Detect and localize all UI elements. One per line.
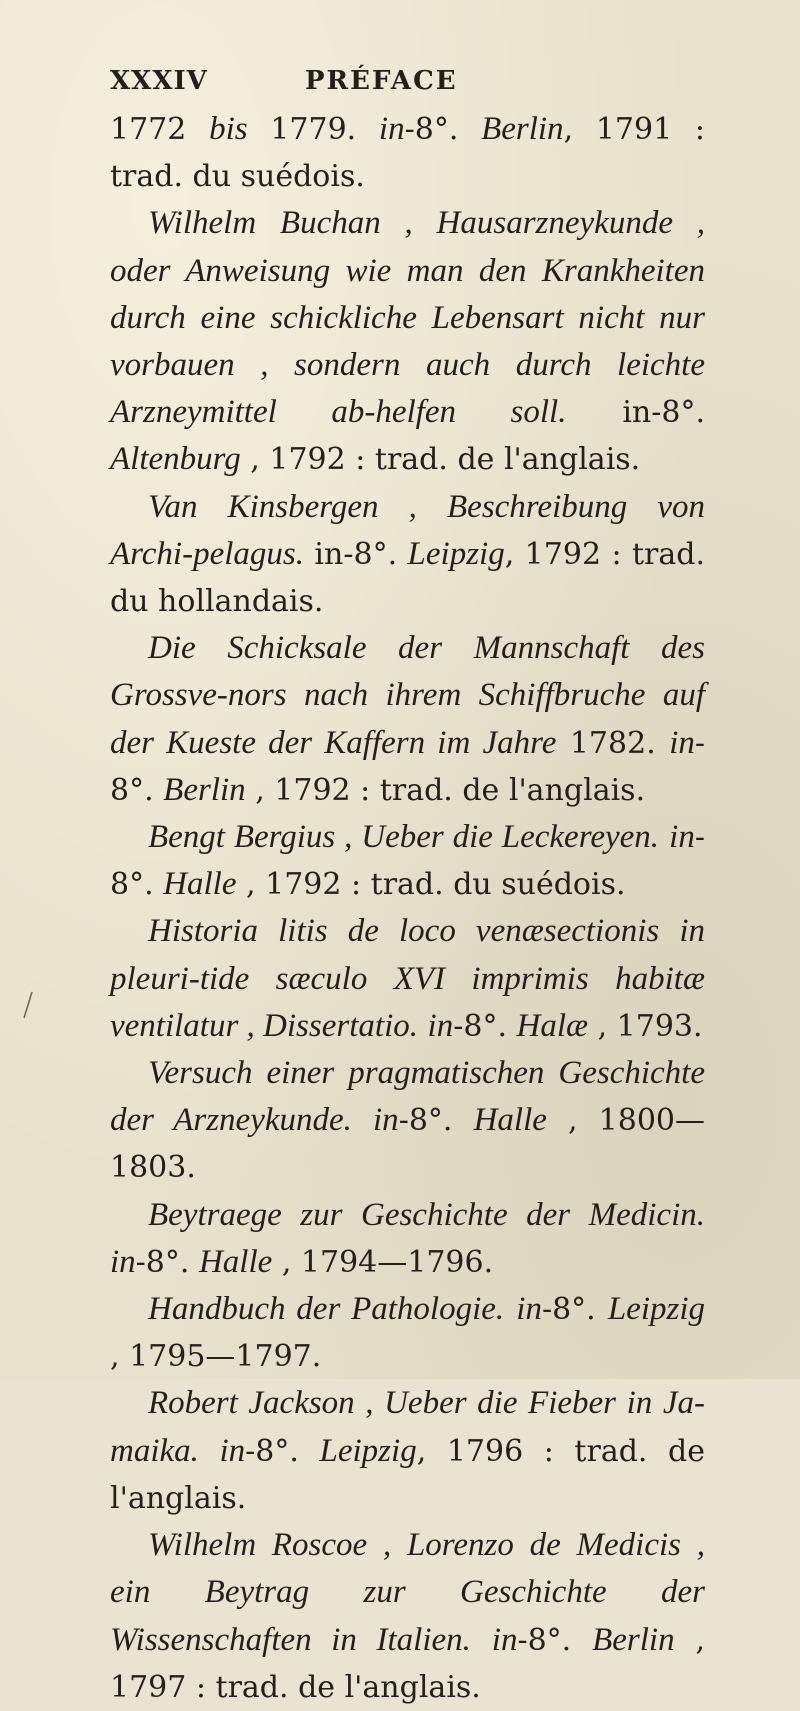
bibliography-entry xyxy=(110,106,705,200)
entry-text: -8°. xyxy=(453,1008,517,1044)
entry-text: -8°. xyxy=(404,112,482,147)
bibliography-list xyxy=(110,106,705,1711)
entry-text: -8°. xyxy=(245,1433,320,1469)
entry-text: -8°. xyxy=(398,1103,474,1139)
entry-text: , 1796 : trad. de l'anglais. xyxy=(110,1433,705,1516)
entry-italic-text: Halle xyxy=(163,866,237,903)
entry-text: 1779. xyxy=(247,112,379,147)
entry-text: , 1794—1796. xyxy=(272,1244,494,1280)
entry-italic-text: bis xyxy=(209,111,248,147)
entry-text: -8°. xyxy=(541,1292,608,1328)
bibliography-entry xyxy=(110,1380,705,1522)
entry-text xyxy=(418,1009,428,1044)
bibliography-entry xyxy=(110,908,705,1050)
bibliography-entry xyxy=(110,200,705,483)
entry-italic-text: in xyxy=(378,111,405,147)
bibliography-entry xyxy=(110,484,705,626)
entry-italic-text: Versuch einer pragmatischen Geschichte der Arzneykunde. xyxy=(110,1055,705,1139)
running-title: PRÉFACE xyxy=(305,66,458,96)
entry-italic-text: in xyxy=(110,1243,136,1280)
entry-italic-text: Beytraege zur Geschichte der Medicin. xyxy=(148,1196,705,1233)
entry-text xyxy=(199,1434,220,1469)
entry-italic-text: Halle xyxy=(198,1243,273,1280)
entry-italic-text: Halle xyxy=(473,1102,547,1139)
entry-italic-text: in xyxy=(427,1007,454,1044)
entry-text xyxy=(659,820,669,855)
entry-italic-text: Handbuch der Pathologie. xyxy=(148,1291,505,1328)
entry-text: , 1791 : trad. du suédois. xyxy=(110,112,705,195)
margin-pencil-mark xyxy=(22,990,34,1020)
entry-text: -8°. xyxy=(135,1244,199,1280)
entry-text: -8°. xyxy=(110,820,705,903)
entry-italic-text: Halæ xyxy=(516,1007,589,1044)
entry-text: , 1792 : trad. du hollandais. xyxy=(110,536,706,620)
entry-text: 1772 xyxy=(110,112,210,147)
bibliography-entry xyxy=(110,1050,705,1192)
bibliography-entry xyxy=(110,1286,705,1380)
entry-italic-text: in xyxy=(373,1102,399,1139)
entry-italic-text: Berlin xyxy=(163,771,246,808)
entry-italic-text: Leipzig xyxy=(607,1291,706,1328)
entry-text xyxy=(504,1292,516,1327)
entry-italic-text: Van Kinsbergen , Beschreibung von Archi-pelagus. xyxy=(110,488,705,572)
entry-italic-text: Bengt Bergius , Ueber die Leckereyen. xyxy=(148,819,660,856)
page-header xyxy=(110,62,670,102)
entry-text xyxy=(352,1103,373,1138)
entry-italic-text: Robert Jackson , Ueber die Fieber in Ja-maika. xyxy=(110,1385,705,1469)
page-number: XXXIV xyxy=(110,66,208,96)
entry-text: , 1800—1803. xyxy=(110,1103,705,1186)
entry-italic-text: Wilhelm Buchan , Hausarzneykunde , oder Anweisung wie man den Krankheiten durch eine schickliche Lebensart nicht nur vorbauen , sondern auch durch leichte Arzneymittel ab-helfen soll. xyxy=(110,205,705,431)
entry-italic-text: Wilhelm Roscoe , Lorenzo de Medicis , ein Beytrag zur Geschichte der Wissenschaften in Italien. xyxy=(110,1527,705,1658)
entry-italic-text: Berlin xyxy=(592,1621,675,1658)
entry-text: , 1797 : trad. de l'anglais. xyxy=(110,1622,705,1705)
entry-italic-text: Die Schicksale der Mannschaft des Grossve-nors nach ihrem Schiffbruche auf der Kueste der Kaffern im Jahre xyxy=(110,630,705,761)
entry-italic-text: in xyxy=(669,819,695,856)
entry-text: in-8°. xyxy=(304,536,408,572)
entry-italic-text: in xyxy=(516,1291,542,1328)
entry-text: -8°. xyxy=(517,1622,593,1658)
entry-text: in-8°. xyxy=(566,395,705,431)
entry-italic-text: Historia litis de loco venæsectionis in pleuri-tide sæculo XVI imprimis habitæ ventilatur , Dissertatio. xyxy=(110,913,705,1044)
entry-text: , 1792 : trad. du suédois. xyxy=(236,867,626,903)
entry-italic-text: in xyxy=(219,1432,246,1469)
entry-italic-text: in xyxy=(669,724,695,761)
entry-text: , 1793. xyxy=(588,1008,703,1044)
entry-italic-text: Leipzig xyxy=(319,1432,417,1469)
bibliography-entry xyxy=(110,625,705,814)
entry-text: , 1795—1797. xyxy=(110,1339,322,1375)
entry-text: , 1792 : trad. de l'anglais. xyxy=(245,772,646,808)
entry-italic-text: in xyxy=(491,1621,518,1658)
entry-text xyxy=(471,1623,492,1658)
entry-italic-text: Berlin xyxy=(481,111,564,147)
bibliography-entry xyxy=(110,814,705,908)
entry-text: , 1792 : trad. de l'anglais. xyxy=(240,442,641,478)
bibliography-entry xyxy=(110,1192,705,1286)
entry-text: 1782. xyxy=(556,725,670,761)
entry-text: -8°. xyxy=(110,725,705,808)
entry-italic-text: Leipzig xyxy=(407,535,505,572)
bibliography-entry xyxy=(110,1522,705,1711)
entry-italic-text: Altenburg xyxy=(110,441,241,478)
